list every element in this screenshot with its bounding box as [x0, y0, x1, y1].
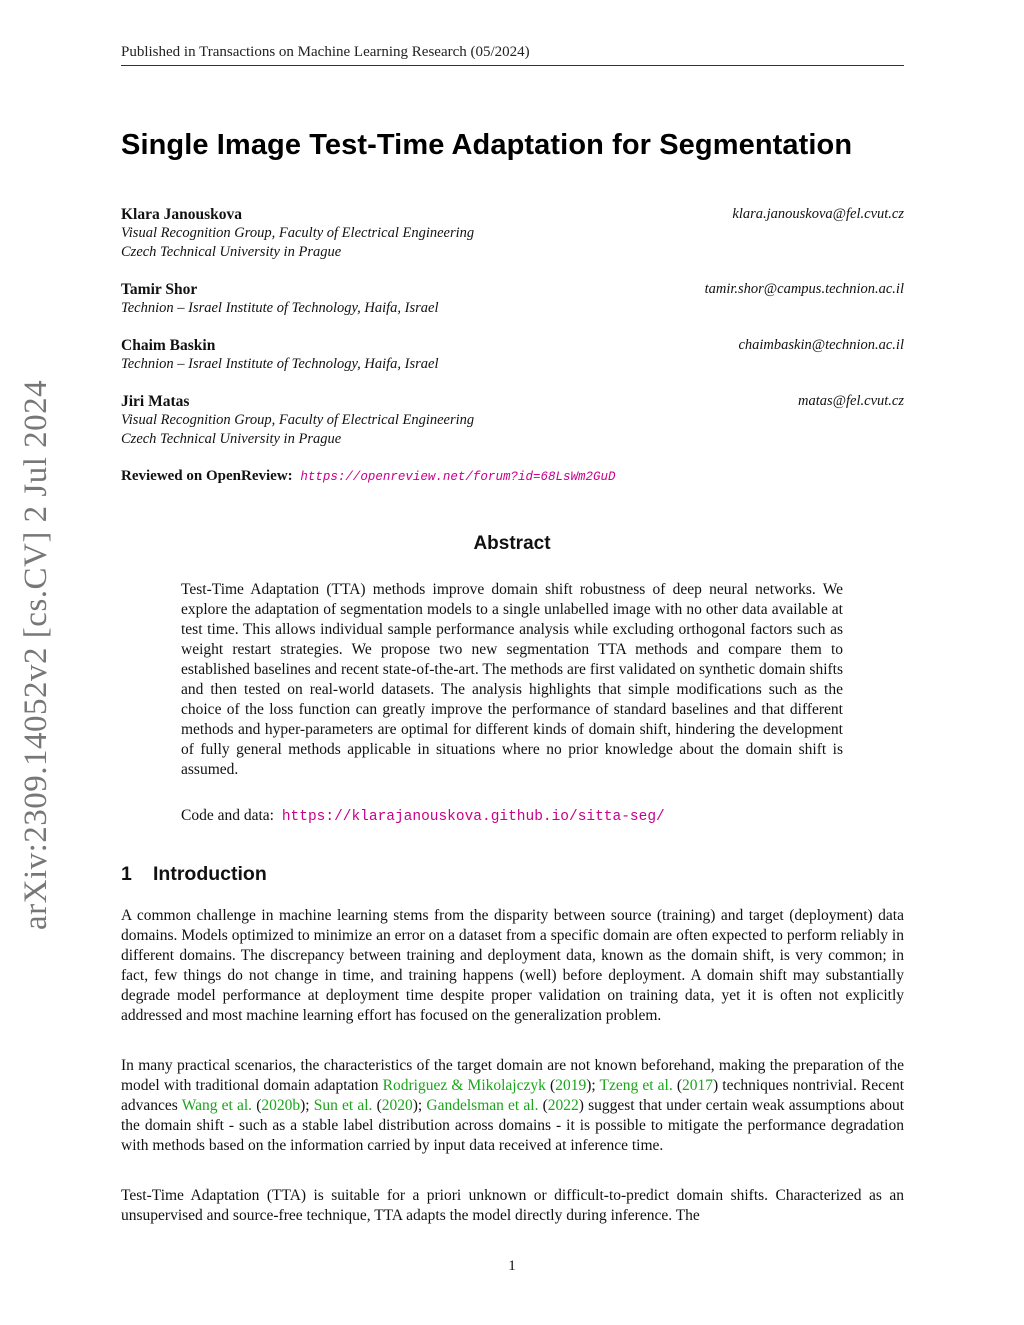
citation-link[interactable]: Tzeng et al.	[599, 1077, 673, 1094]
author-block	[121, 393, 904, 449]
code-label: Code and data:	[181, 807, 274, 824]
author-name: Klara Janouskova	[121, 206, 243, 223]
abstract-text: Test-Time Adaptation (TTA) methods improve domain shift robustness of deep neural networks. We explore the adaptation of segmentation models to a single unlabelled image with no other data available at test time. This allows individual sample performance analysis while excluding orthogonal factors such as weight restart strategies. We propose two new segmentation TTA methods and compare them to established baselines and recent state-of-the-art. The methods are first validated on synthetic domain shifts and then tested on real-world datasets. The analysis highlights that simple modifications such as the choice of the loss function can greatly improve the performance of standard baselines and that different methods and hyper-parameters are optimal for different kinds of domain shift, hindering the development of fully general methods applicable in situations where no prior knowledge about the domain shift is assumed.	[181, 581, 843, 778]
paragraph: A common challenge in machine learning stems from the disparity between source (training) and target (deployment) data domains. Models optimized to minimize an error on a dataset from a specific domain are often expected to perform reliably in different domains. The discrepancy between training and deployment data, known as the domain shift, is very common; in fact, few things do not change in time, and training happens (well) before deployment. A domain shift may substantially degrade model performance at deployment time despite proper validation on training data, yet it is often not explicitly addressed and most machine learning effort has focused on the generalization problem.	[121, 907, 904, 1024]
author-block	[121, 281, 904, 318]
paper-title: Single Image Test-Time Adaptation for Segmentation	[121, 129, 853, 161]
citation-link[interactable]: 2020	[381, 1097, 413, 1114]
section-number: 1	[121, 863, 132, 885]
citation-link[interactable]: Rodriguez & Mikolajczyk	[382, 1077, 546, 1094]
citation-link[interactable]: 2022	[547, 1097, 579, 1114]
paragraph: Test-Time Adaptation (TTA) is suitable for a priori unknown or difficult-to-predict domain shifts. Characterized as an unsupervised and source-free technique, TTA adapts the model directly during inference. The	[121, 1187, 904, 1224]
citation-link[interactable]: Wang et al.	[181, 1097, 253, 1114]
author-affiliation: Technion – Israel Institute of Technology, Haifa, Israel	[121, 356, 439, 372]
page-number: 1	[508, 1258, 516, 1274]
section-heading	[121, 863, 267, 886]
arxiv-side-stamp: arXiv:2309.14052v2 [cs.CV] 2 Jul 2024	[18, 379, 54, 930]
author-name: Jiri Matas	[121, 393, 190, 410]
author-affiliation: Czech Technical University in Prague	[121, 431, 342, 447]
author-block	[121, 337, 904, 374]
code-link[interactable]: https://klarajanouskova.github.io/sitta-seg/	[281, 809, 665, 825]
citation-link[interactable]: 2017	[682, 1077, 714, 1094]
citation-link[interactable]: 2020b	[261, 1097, 301, 1114]
paragraph: In many practical scenarios, the characteristics of the target domain are not known beforehand, making the preparation of the model with traditional domain adaptation Rodriguez & Mikolajczyk (2019); Tzeng et al. (2017) techniques nontrivial. Recent advances Wang et al. (2020b); Sun et al. (2020); Gandelsman et al. (2022) suggest that under certain weak assumptions about the domain shift - such as a stable label distribution across domains - it is possible to mitigate the performance degradation with methods based on the information carried by input data received at inference time.	[121, 1057, 905, 1154]
citation-link[interactable]: Sun et al.	[313, 1097, 373, 1114]
code-data-line	[181, 807, 665, 825]
reviewed-label: Reviewed on OpenReview:	[121, 468, 293, 484]
author-affiliation: Czech Technical University in Prague	[121, 244, 342, 260]
abstract-heading: Abstract	[473, 533, 551, 554]
author-affiliation: Visual Recognition Group, Faculty of Electrical Engineering	[121, 225, 475, 241]
header-rule	[121, 65, 904, 66]
citation-link[interactable]: 2019	[555, 1077, 587, 1094]
author-block	[121, 206, 904, 262]
author-name: Chaim Baskin	[121, 337, 216, 354]
citation-link[interactable]: Gandelsman et al.	[426, 1097, 539, 1114]
section-title: Introduction	[153, 863, 267, 885]
author-affiliation: Technion – Israel Institute of Technology, Haifa, Israel	[121, 300, 439, 316]
author-affiliation: Visual Recognition Group, Faculty of Electrical Engineering	[121, 412, 475, 428]
author-email[interactable]: matas@fel.cvut.cz	[798, 393, 904, 409]
author-email[interactable]: klara.janouskova@fel.cvut.cz	[732, 206, 904, 222]
running-header: Published in Transactions on Machine Learning Research (05/2024)	[121, 44, 530, 60]
author-email[interactable]: chaimbaskin@technion.ac.il	[738, 337, 904, 353]
reviewed-line	[121, 468, 615, 485]
openreview-link[interactable]: https://openreview.net/forum?id=68LsWm2GuD	[300, 470, 616, 484]
author-email[interactable]: tamir.shor@campus.technion.ac.il	[704, 281, 904, 297]
author-name: Tamir Shor	[121, 281, 198, 298]
